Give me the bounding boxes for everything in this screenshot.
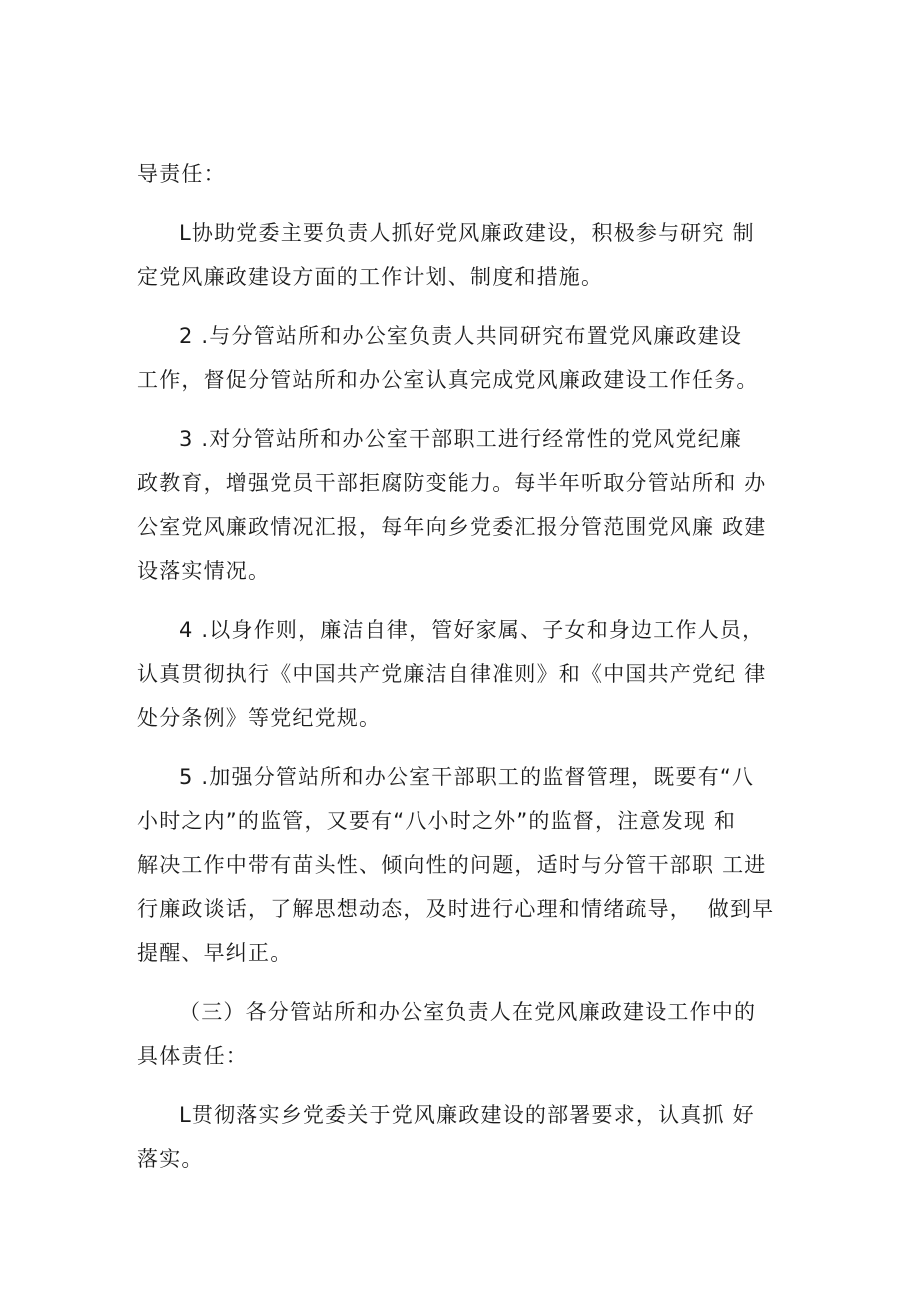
paragraph-line: 导责任： xyxy=(137,162,226,186)
paragraph-line: 认真贯彻执行《中国共产党廉洁自律准则》和《中国共产党纪 律 xyxy=(137,662,767,686)
paragraph-line: 设落实情况。 xyxy=(137,559,271,583)
paragraph-line: 处分条例》等党纪党规。 xyxy=(137,706,382,730)
paragraph-line: 3 .对分管站所和办公室干部职工进行经常性的党风党纪廉 xyxy=(179,427,743,451)
paragraph-line: 政教育，增强党员干部拒腐防变能力。每半年听取分管站所和 办 xyxy=(137,471,767,495)
section-heading-line: （三）各分管站所和办公室负责人在党风廉政建设工作中的 xyxy=(179,1000,757,1024)
paragraph-line: 5 .加强分管站所和办公室干部职工的监督管理，既要有“八 xyxy=(179,765,755,789)
paragraph-line: 提醒、早纠正。 xyxy=(137,941,293,965)
section-heading-line: 具体责任： xyxy=(137,1044,248,1068)
paragraph-line: 4 .以身作则，廉洁自律，管好家属、子女和身边工作人员， xyxy=(179,618,765,642)
paragraph-line: 工作，督促分管站所和办公室认真完成党风廉政建设工作任务。 xyxy=(137,368,759,392)
paragraph-line: L贯彻落实乡党委关于党风廉政建设的部署要求，认真抓 好 xyxy=(179,1103,755,1127)
paragraph-line: L协助党委主要负责人抓好党风廉政建设，积极参与研究 制 xyxy=(179,221,755,245)
document-body xyxy=(137,152,787,1181)
paragraph-line: 定党风廉政建设方面的工作计划、制度和措施。 xyxy=(137,265,604,289)
paragraph-line: 解决工作中带有苗头性、倾向性的问题，适时与分管干部职 工进 xyxy=(137,853,767,877)
paragraph-line: 公室党风廉政情况汇报，每年向乡党委汇报分管范围党风廉 政建 xyxy=(137,515,767,539)
paragraph-line: 落实。 xyxy=(137,1147,204,1171)
paragraph-line: 小时之内”的监管，又要有“八小时之外”的监督，注意发现 和 xyxy=(137,809,737,833)
paragraph-line: 行廉政谈话，了解思想动态，及时进行心理和情绪疏导， 做到早 xyxy=(137,897,775,921)
paragraph-line: 2 .与分管站所和办公室负责人共同研究布置党风廉政建设 xyxy=(179,324,743,348)
